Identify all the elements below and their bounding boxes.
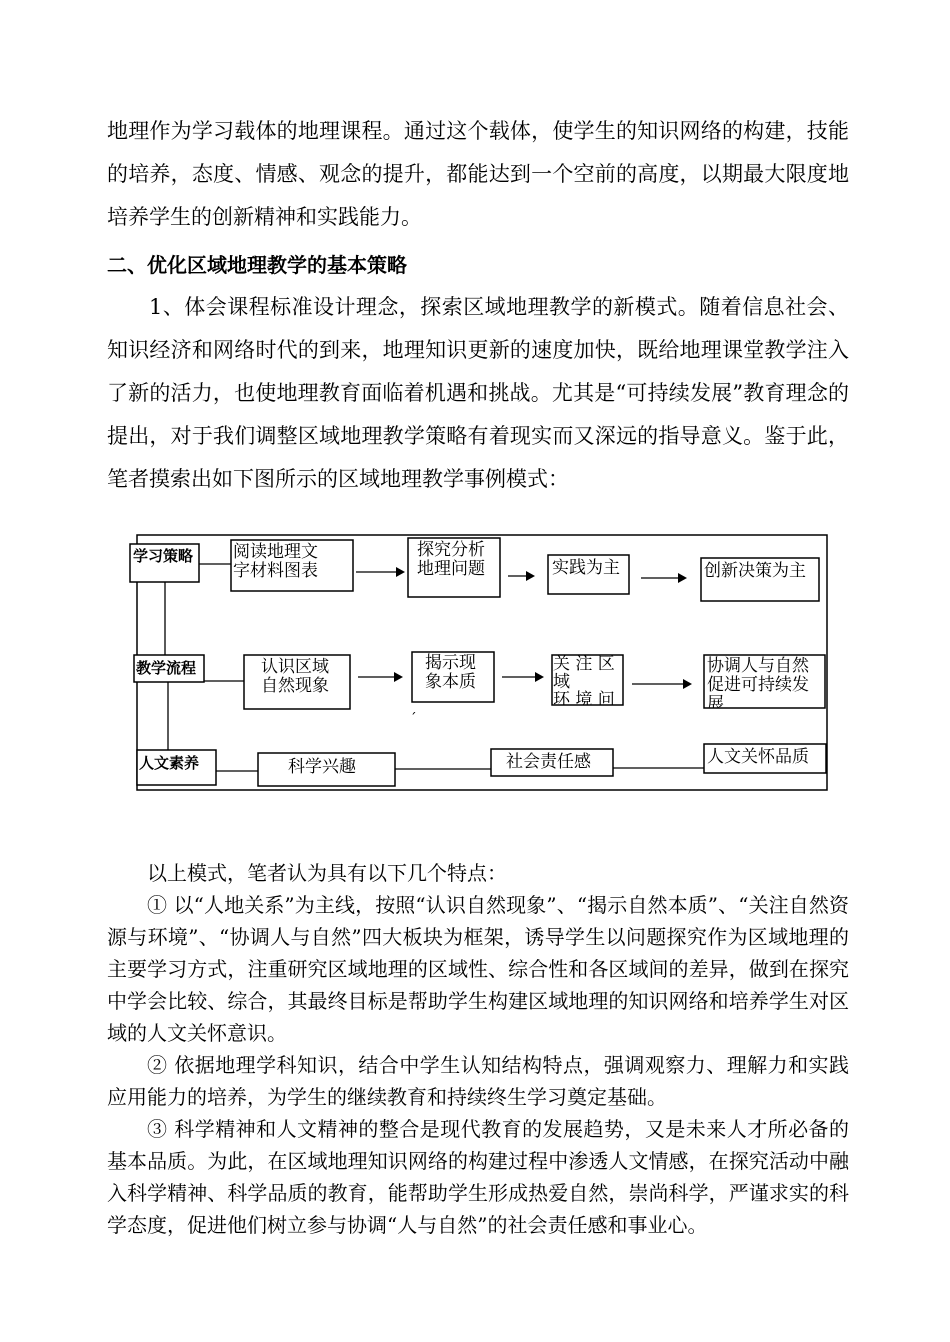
row3-label: 人文素养 xyxy=(139,754,200,772)
arrow-head xyxy=(535,672,544,682)
row2-step-3-line2: 域 xyxy=(553,672,570,692)
arrow-head xyxy=(678,573,687,583)
row1-step-1-line2: 字材料图表 xyxy=(233,561,318,581)
row1-step-2-line2: 地理问题 xyxy=(417,559,485,579)
intro-paragraph: 地理作为学习载体的地理课程。通过这个载体，使学生的知识网络的构建，技能的培养，态度、情感、观念的提升，都能达到一个空前的高度，以期最大限度地培养学生的创新精神和实践能力。 xyxy=(107,119,849,229)
row1-step-1-line1: 阅读地理文 xyxy=(233,542,318,562)
row2-step-4-line2: 促进可持续发 xyxy=(707,675,809,695)
row1-step-3-line1: 实践为主 xyxy=(552,558,620,578)
row2-step-2-line1: 揭示现 xyxy=(425,653,476,673)
row3-step-3-line1: 人文关怀品质 xyxy=(707,747,809,767)
row2-step-4-line1: 协调人与自然 xyxy=(707,656,809,676)
strategy-paragraph: 1、体会课程标准设计理念，探索区域地理教学的新模式。随着信息社会、知识经济和网络时代的到来，地理知识更新的速度加快，既给地理课堂教学注入了新的活力，也使地理教育面临着机遇和挑战。尤其是“可持续发展”教育理念的提出，对于我们调整区域地理教学策略有着现实而又深远的指导意义。鉴于此，笔者摸索出如下图所示的区域地理教学事例模式： xyxy=(107,295,849,491)
stray-mark: ˊ xyxy=(410,712,417,727)
arrow-head xyxy=(396,567,405,577)
row2-step-2-line2: 象本质 xyxy=(425,672,476,692)
arrow-head xyxy=(683,679,692,689)
row2-label: 教学流程 xyxy=(136,659,197,677)
row1-step-2-line1: 探究分析 xyxy=(417,540,485,560)
row2-step-1-line2: 自然现象 xyxy=(261,676,329,696)
feature-item-2: ② 依据地理学科知识，结合中学生认知结构特点，强调观察力、理解力和实践应用能力的培养，为学生的继续教育和持续终生学习奠定基础。 xyxy=(107,1053,849,1109)
row1-step-4-line1: 创新决策为主 xyxy=(704,561,806,581)
section-heading: 二、优化区域地理教学的基本策略 xyxy=(107,253,407,277)
row3-step-2-line1: 社会责任感 xyxy=(506,752,591,772)
feature-item-1: ① 以“人地关系”为主线，按照“认识自然现象”、“揭示自然本质”、“关注自然资源与环境”、“协调人与自然”四大板块为框架，诱导学生以问题探究作为区域地理的主要学习方式，注重研究区域地理的区域性、综合性和各区域间的差异，做到在探究中学会比较、综合，其最终目标是帮助学生构建区域地理的知识网络和培养学生对区域的人文关怀意识。 xyxy=(107,893,849,1045)
features-intro: 以上模式，笔者认为具有以下几个特点： xyxy=(147,861,507,885)
arrow-head xyxy=(526,571,535,581)
row2-step-3-line3: 环 境 问 xyxy=(553,690,615,710)
row1-label: 学习策略 xyxy=(133,547,194,565)
feature-item-3: ③ 科学精神和人文精神的整合是现代教育的发展趋势，又是未来人才所必备的基本品质。为此，在区域地理知识网络的构建过程中渗透人文情感，在探究活动中融入科学精神、科学品质的教育，能帮助学生形成热爱自然，崇尚科学，严谨求实的科学态度，促进他们树立参与协调“人与自然”的社会责任感和事业心。 xyxy=(107,1117,849,1237)
row3-step-1-line1: 科学兴趣 xyxy=(288,757,356,777)
arrow-head xyxy=(394,672,403,682)
row2-step-4-line3: 展 xyxy=(707,694,724,714)
row2-step-3-line1: 关 注 区 xyxy=(553,654,615,674)
row2-step-1-line1: 认识区域 xyxy=(261,657,329,677)
